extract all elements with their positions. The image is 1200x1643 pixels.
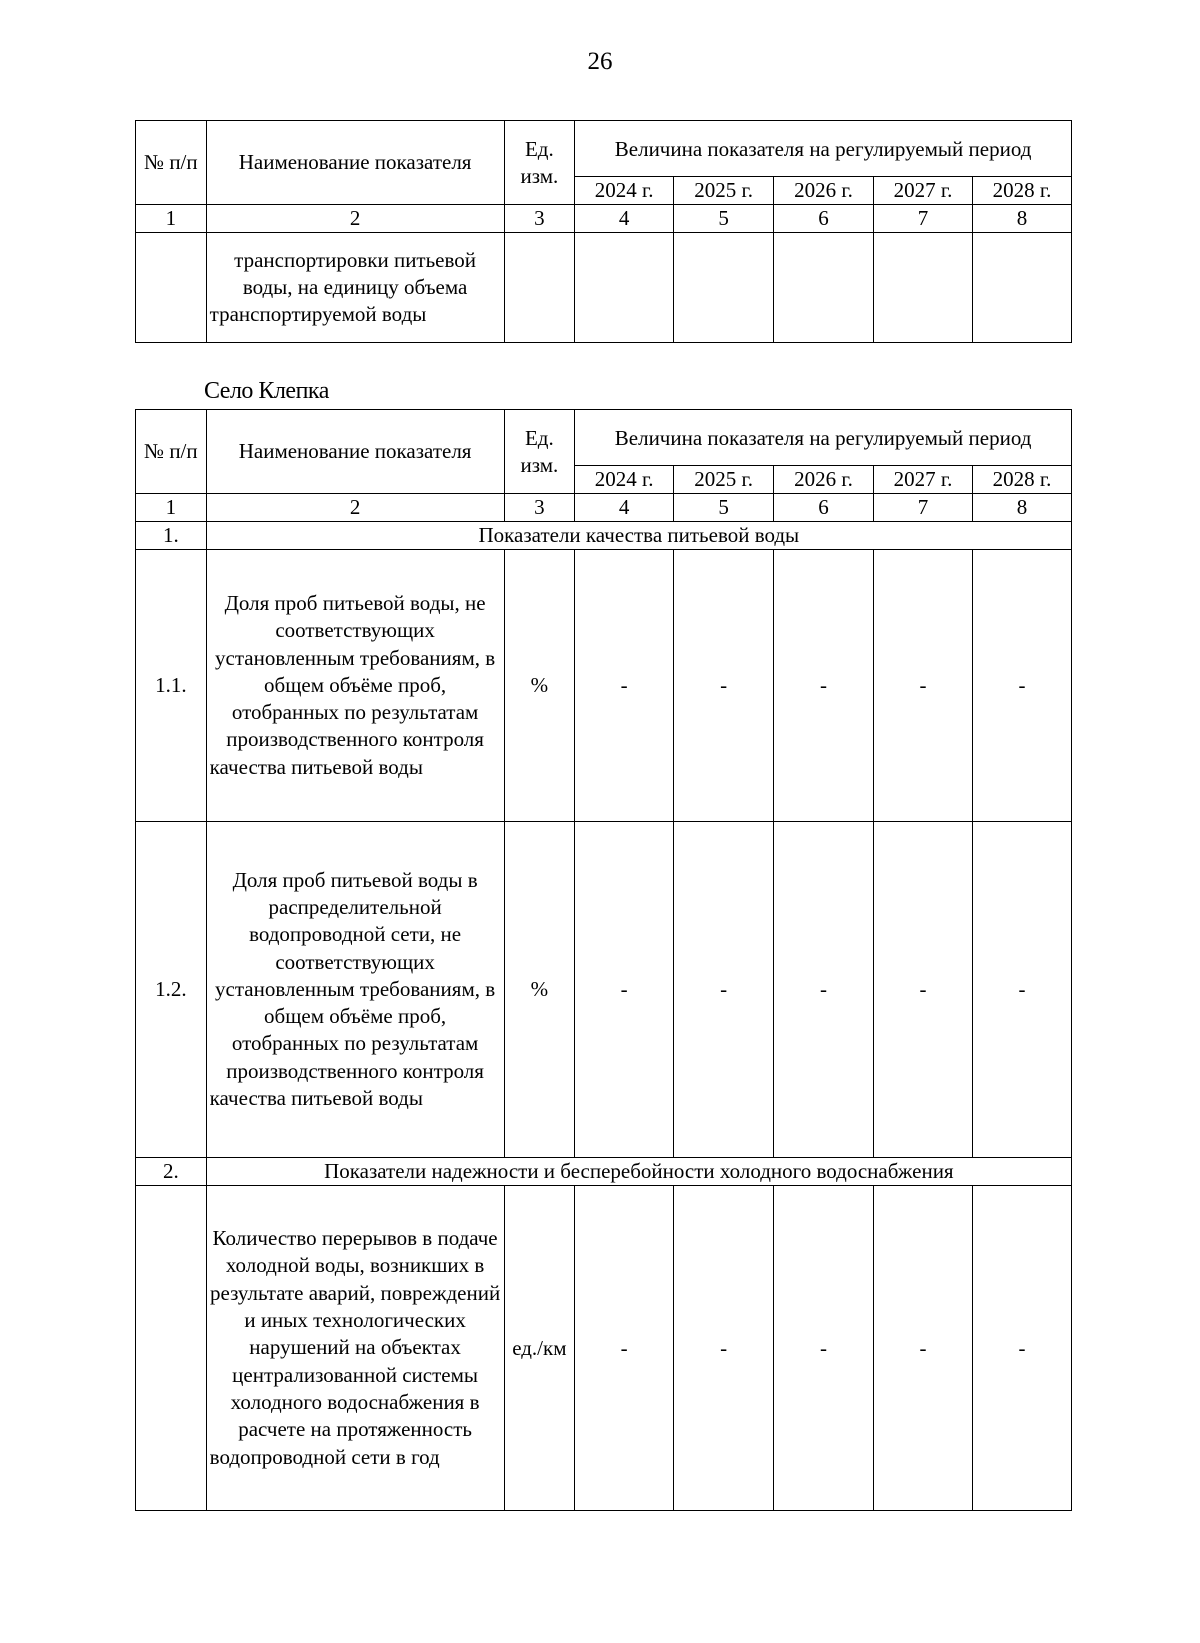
header-year: 2028 г. (972, 177, 1071, 205)
column-number: 4 (575, 494, 674, 522)
row-value: - (774, 1186, 874, 1511)
row-value: - (575, 1186, 674, 1511)
header-year: 2027 г. (874, 177, 973, 205)
row-value: - (575, 550, 674, 822)
column-number: 1 (136, 205, 207, 233)
header-num: № п/п (136, 410, 207, 494)
town-title: Село Клепка (204, 378, 329, 404)
header-year: 2024 г. (575, 177, 674, 205)
column-number: 8 (972, 494, 1071, 522)
header-period: Величина показателя на регулируемый период (575, 410, 1072, 466)
column-number: 2 (206, 205, 504, 233)
row-value (674, 233, 774, 343)
row-name: Доля проб питьевой воды в распределительной водопроводной сети, не соответствующих установленным требованиям, в общем объёме проб, отобранных по результатам производственного контроля качества питьевой воды (206, 822, 504, 1158)
column-number: 3 (504, 205, 575, 233)
section-title: Показатели качества питьевой воды (206, 522, 1071, 550)
row-value: - (774, 550, 874, 822)
header-year: 2027 г. (874, 466, 973, 494)
row-name: транспортировки питьевой воды, на единицу объема транспортируемой воды (206, 233, 504, 343)
header-year: 2024 г. (575, 466, 674, 494)
column-number: 1 (136, 494, 207, 522)
row-num: 1.1. (136, 550, 207, 822)
row-value: - (972, 1186, 1071, 1511)
row-num (136, 1186, 207, 1511)
row-value (575, 233, 674, 343)
row-value: - (575, 822, 674, 1158)
row-name: Доля проб питьевой воды, не соответствующих установленным требованиям, в общем объёме проб, отобранных по результатам производственного контроля качества питьевой воды (206, 550, 504, 822)
row-value (972, 233, 1071, 343)
row-value: - (874, 1186, 973, 1511)
header-name: Наименование показателя (206, 121, 504, 205)
column-number: 5 (674, 494, 774, 522)
header-num: № п/п (136, 121, 207, 205)
header-year: 2026 г. (774, 177, 874, 205)
column-number: 7 (874, 494, 973, 522)
column-number: 3 (504, 494, 575, 522)
column-number: 7 (874, 205, 973, 233)
header-year: 2025 г. (674, 177, 774, 205)
row-value: - (874, 822, 973, 1158)
header-unit: Ед. изм. (504, 121, 575, 205)
row-value: - (674, 1186, 774, 1511)
header-period: Величина показателя на регулируемый период (575, 121, 1072, 177)
row-value (774, 233, 874, 343)
row-unit: ед./км (504, 1186, 575, 1511)
page-number: 26 (587, 48, 613, 75)
indicators-table-continued (135, 120, 1072, 343)
row-unit: % (504, 822, 575, 1158)
header-unit: Ед. изм. (504, 410, 575, 494)
row-num: 1.2. (136, 822, 207, 1158)
row-unit (504, 233, 575, 343)
section-title: Показатели надежности и бесперебойности холодного водоснабжения (206, 1158, 1071, 1186)
header-year: 2028 г. (972, 466, 1071, 494)
section-num: 2. (136, 1158, 207, 1186)
row-value: - (972, 822, 1071, 1158)
row-value: - (674, 822, 774, 1158)
header-year: 2025 г. (674, 466, 774, 494)
header-name: Наименование показателя (206, 410, 504, 494)
row-value: - (972, 550, 1071, 822)
row-value (874, 233, 973, 343)
row-value: - (774, 822, 874, 1158)
column-number: 6 (774, 205, 874, 233)
row-name: Количество перерывов в подаче холодной воды, возникших в результате аварий, повреждений и иных технологических нарушений на объектах централизованной системы холодного водоснабжения в расчете на протяженность водопроводной сети в год (206, 1186, 504, 1511)
column-number: 5 (674, 205, 774, 233)
column-number: 6 (774, 494, 874, 522)
row-unit: % (504, 550, 575, 822)
column-number: 4 (575, 205, 674, 233)
row-value: - (874, 550, 973, 822)
row-value: - (674, 550, 774, 822)
header-year: 2026 г. (774, 466, 874, 494)
indicators-table (135, 409, 1072, 1511)
column-number: 2 (206, 494, 504, 522)
column-number: 8 (972, 205, 1071, 233)
row-num (136, 233, 207, 343)
section-num: 1. (136, 522, 207, 550)
